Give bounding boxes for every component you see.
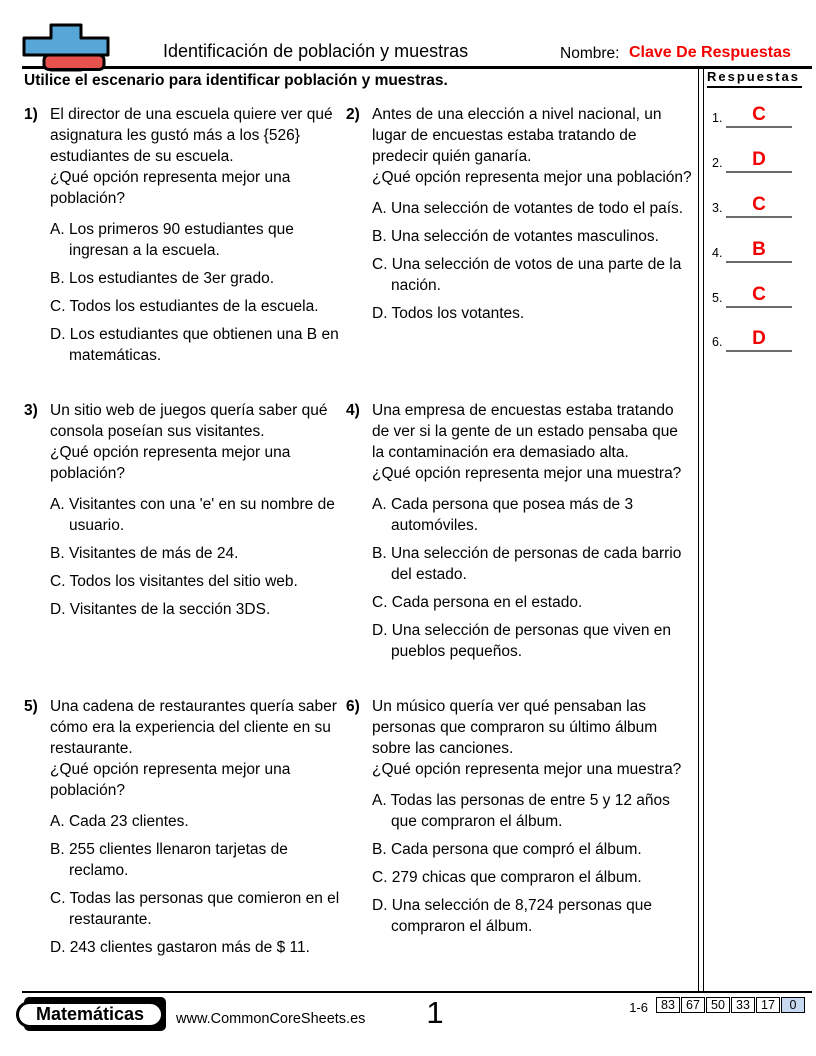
question-prompt: ¿Qué opción representa mejor una población? xyxy=(50,169,291,207)
answer-value: C xyxy=(752,104,766,125)
answer-blank-line xyxy=(726,350,792,352)
choice-list xyxy=(50,494,346,620)
answer-blank-line xyxy=(726,306,792,308)
answer-number: 6. xyxy=(712,335,723,349)
choice-b: B. 255 clientes llenaron tarjetas de reclamo. xyxy=(50,841,288,879)
choice-c: C. Todos los visitantes del sitio web. xyxy=(50,573,298,590)
answer-value: D xyxy=(752,328,766,349)
answers-panel-title: Respuestas xyxy=(707,69,802,88)
page-number: 1 xyxy=(426,995,444,1030)
question-prompt: ¿Qué opción representa mejor una muestra? xyxy=(372,465,682,482)
website-url: www.CommonCoreSheets.es xyxy=(176,1011,366,1027)
question-scenario: Un músico quería ver qué pensaban las personas que compraron su último álbum sobre las canciones. xyxy=(372,698,658,757)
answer-number: 1. xyxy=(712,111,723,125)
answer-number: 5. xyxy=(712,291,723,305)
answer-item-4 xyxy=(704,229,800,263)
question-2 xyxy=(346,104,694,331)
question-prompt: ¿Qué opción representa mejor una población? xyxy=(372,169,692,186)
question-number: 1) xyxy=(24,106,38,123)
score-cell: 33 xyxy=(731,997,755,1013)
choice-d: D. Una selección de personas que viven en pueblos pequeños. xyxy=(372,622,671,660)
choice-c: C. Una selección de votos de una parte de la nación. xyxy=(372,256,682,294)
question-6 xyxy=(346,696,694,944)
question-number: 5) xyxy=(24,698,38,715)
choice-d: D. Todos los votantes. xyxy=(372,305,525,322)
answer-item-3 xyxy=(704,184,800,218)
page-title: Identificación de población y muestras xyxy=(163,41,469,61)
score-range-label: 1-6 xyxy=(629,1000,648,1015)
question-1 xyxy=(24,104,346,373)
choice-b: B. Visitantes de más de 24. xyxy=(50,545,239,562)
footer-rule xyxy=(22,991,812,993)
name-label: Nombre: xyxy=(560,45,620,62)
answer-number: 2. xyxy=(712,156,723,170)
choice-list xyxy=(50,811,346,958)
choice-list xyxy=(372,198,694,324)
answer-item-6 xyxy=(704,318,800,352)
choice-c: C. Todos los estudiantes de la escuela. xyxy=(50,298,319,315)
choice-list xyxy=(372,494,694,662)
question-scenario: Antes de una elección a nivel nacional, un lugar de encuestas estaba tratando de predecir quién ganaría. xyxy=(372,106,662,165)
answer-item-5 xyxy=(704,274,800,308)
brand-logo xyxy=(16,1001,164,1028)
question-number: 4) xyxy=(346,402,360,419)
header-rule xyxy=(22,66,812,69)
choice-list xyxy=(372,790,694,937)
question-prompt: ¿Qué opción representa mejor una población? xyxy=(50,444,291,482)
score-cell: 83 xyxy=(656,997,680,1013)
choice-b: B. Una selección de personas de cada barrio del estado. xyxy=(372,545,682,583)
choice-a: A. Una selección de votantes de todo el país. xyxy=(372,200,684,217)
answer-blank-line xyxy=(726,261,792,263)
question-number: 3) xyxy=(24,402,38,419)
question-scenario: Una empresa de encuestas estaba tratando de ver si la gente de un estado pensaba que la contaminación era demasiado alta. xyxy=(372,402,678,461)
answer-number: 4. xyxy=(712,246,723,260)
score-cell: 67 xyxy=(681,997,705,1013)
question-number: 6) xyxy=(346,698,360,715)
answer-blank-line xyxy=(726,216,792,218)
choice-d: D. Una selección de 8,724 personas que compraron el álbum. xyxy=(372,897,653,935)
answer-blank-line xyxy=(726,126,792,128)
choice-list xyxy=(50,219,346,366)
question-scenario: El director de una escuela quiere ver qué asignatura les gustó más a los {526} estudiantes de su escuela. xyxy=(50,106,333,165)
choice-a: A. Cada 23 clientes. xyxy=(50,813,189,830)
question-3 xyxy=(24,400,346,627)
choice-d: D. Visitantes de la sección 3DS. xyxy=(50,601,271,618)
choice-a: A. Visitantes con una 'e' en su nombre de usuario. xyxy=(50,496,335,534)
choice-b: B. Cada persona que compró el álbum. xyxy=(372,841,642,858)
choice-d: D. 243 clientes gastaron más de $ 11. xyxy=(50,939,310,956)
question-number: 2) xyxy=(346,106,360,123)
score-cell-highlighted: 0 xyxy=(781,997,805,1013)
choice-c: C. Todas las personas que comieron en el restaurante. xyxy=(50,890,340,928)
answer-item-2 xyxy=(704,139,800,173)
choice-b: B. Los estudiantes de 3er grado. xyxy=(50,270,275,287)
answer-number: 3. xyxy=(712,201,723,215)
choice-c: C. Cada persona en el estado. xyxy=(372,594,583,611)
choice-c: C. 279 chicas que compraron el álbum. xyxy=(372,869,642,886)
brand-plus-minus-icon xyxy=(22,22,110,77)
answer-value: C xyxy=(752,194,766,215)
name-value: Clave De Respuestas xyxy=(629,44,791,61)
score-table xyxy=(656,997,805,1013)
choice-a: A. Todas las personas de entre 5 y 12 años que compraron el álbum. xyxy=(372,792,670,830)
instruction-text: Utilice el escenario para identificar población y muestras. xyxy=(24,72,448,89)
question-prompt: ¿Qué opción representa mejor una población? xyxy=(50,761,291,799)
choice-a: A. Los primeros 90 estudiantes que ingresan a la escuela. xyxy=(50,221,294,259)
question-5 xyxy=(24,696,346,965)
answer-item-1 xyxy=(704,94,800,128)
answer-value: C xyxy=(752,284,766,305)
score-cell: 17 xyxy=(756,997,780,1013)
choice-d: D. Los estudiantes que obtienen una B en matemáticas. xyxy=(50,326,339,364)
answer-value: D xyxy=(752,149,766,170)
question-4 xyxy=(346,400,694,669)
question-scenario: Una cadena de restaurantes quería saber cómo era la experiencia del cliente en su restaurante. xyxy=(50,698,337,757)
question-scenario: Un sitio web de juegos quería saber qué consola poseían sus visitantes. xyxy=(50,402,328,440)
choice-b: B. Una selección de votantes masculinos. xyxy=(372,228,659,245)
answer-value: B xyxy=(752,239,766,260)
score-cell: 50 xyxy=(706,997,730,1013)
question-prompt: ¿Qué opción representa mejor una muestra? xyxy=(372,761,682,778)
brand-name: Matemáticas xyxy=(35,1004,145,1024)
choice-a: A. Cada persona que posea más de 3 automóviles. xyxy=(372,496,634,534)
answer-blank-line xyxy=(726,171,792,173)
